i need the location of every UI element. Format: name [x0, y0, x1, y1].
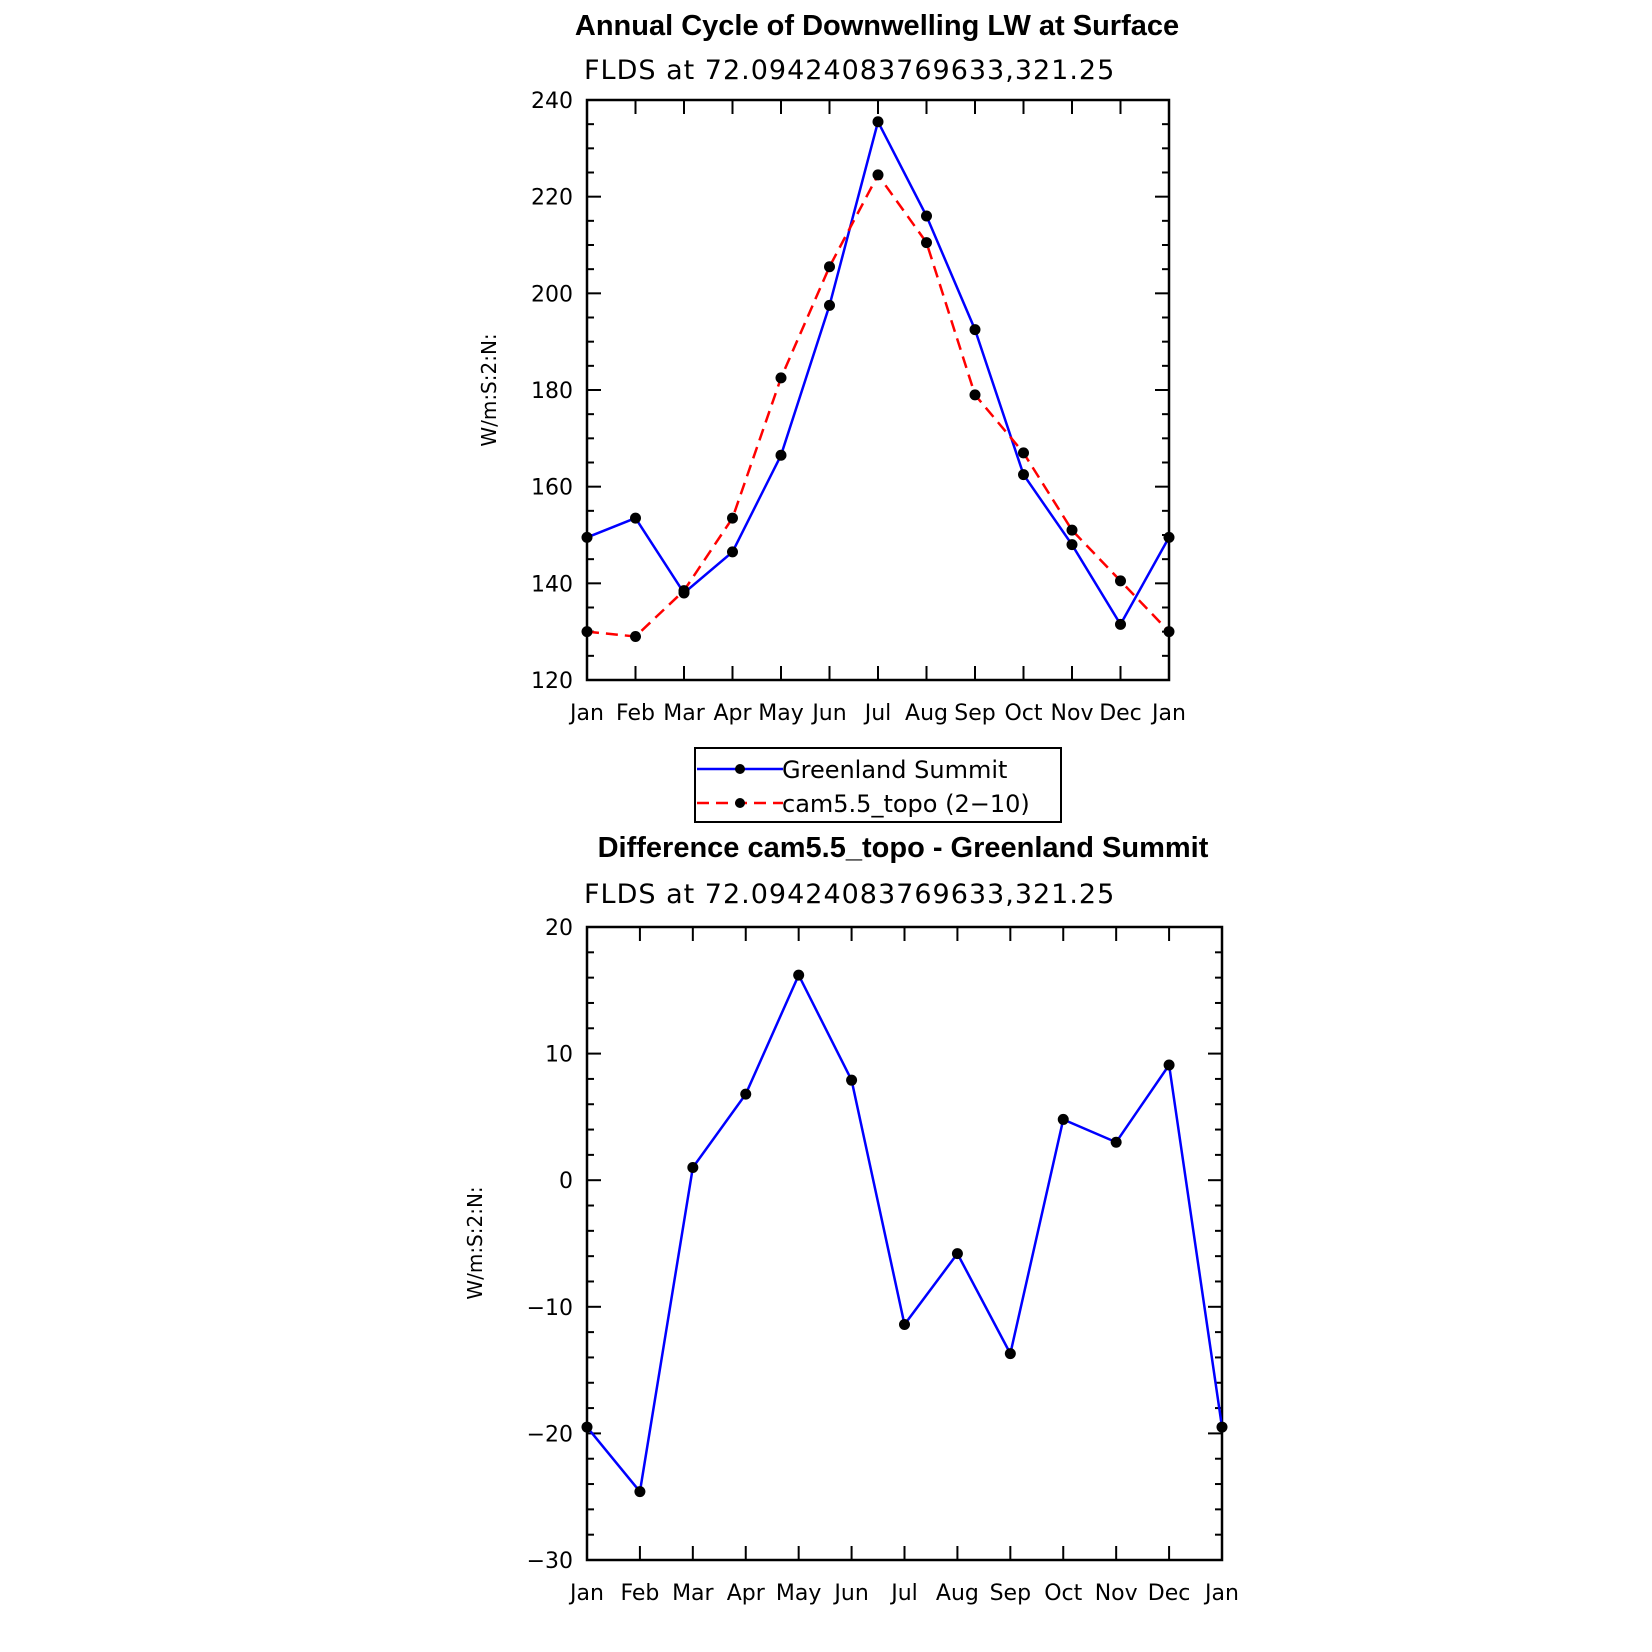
x-tick-label: Jul: [864, 701, 892, 726]
x-tick-label: Dec: [1099, 701, 1142, 726]
chart-subtitle: FLDS at 72.09424083769633,321.25: [584, 55, 1116, 86]
x-tick-label: Mar: [663, 701, 705, 726]
series-0-point: [1018, 469, 1029, 480]
series-0-point: [1217, 1422, 1228, 1433]
x-tick-label: Aug: [935, 1581, 979, 1606]
chart-title: Annual Cycle of Downwelling LW at Surface: [574, 10, 1180, 42]
chart-subtitle: FLDS at 72.09424083769633,321.25: [584, 879, 1116, 910]
x-tick-label: Aug: [905, 701, 948, 726]
y-tick-label: 200: [531, 282, 573, 308]
series-1-point: [921, 237, 932, 248]
x-tick-label: Feb: [620, 1581, 660, 1606]
y-tick-label: −30: [526, 1549, 573, 1574]
y-tick-label: 10: [545, 1042, 573, 1068]
series-0-point: [1005, 1348, 1016, 1359]
x-tick-label: Feb: [616, 701, 655, 726]
series-0-point: [873, 116, 884, 127]
x-tick-label: Apr: [726, 1581, 765, 1606]
y-tick-label: 0: [559, 1169, 573, 1195]
legend: [695, 748, 1061, 822]
y-tick-label: 160: [531, 475, 573, 501]
legend-label-greenland-summit: Greenland Summit: [782, 756, 1008, 784]
series-1-point: [1115, 575, 1126, 586]
series-1-point: [1067, 525, 1078, 536]
series-1-point: [776, 372, 787, 383]
series-0-point: [1111, 1137, 1122, 1148]
series-1-point: [1164, 626, 1175, 637]
plot-frame: [587, 927, 1222, 1560]
series-1-point: [1018, 447, 1029, 458]
series-0-point: [630, 513, 641, 524]
x-tick-label: Jan: [570, 701, 604, 726]
series-0-point: [727, 546, 738, 557]
y-axis-label: W/m:S:2:N:: [463, 1186, 487, 1300]
series-0-point: [1164, 532, 1175, 543]
series-0-point: [1067, 539, 1078, 550]
y-tick-label: 120: [531, 669, 573, 694]
series-1-point: [727, 513, 738, 524]
series-0-point: [846, 1075, 857, 1086]
x-tick-label: Jun: [812, 701, 847, 726]
chart-annual-cycle: [477, 10, 1186, 822]
series-0-point: [970, 324, 981, 335]
x-tick-label: Jan: [1152, 701, 1186, 726]
legend-marker-greenland-summit: [735, 764, 745, 774]
series-1-point: [824, 261, 835, 272]
series-0-point: [1115, 619, 1126, 630]
series-0-point: [899, 1319, 910, 1330]
plot-frame: [587, 100, 1169, 680]
series-0-point: [824, 300, 835, 311]
series-0-point: [921, 211, 932, 222]
series-1-point: [582, 626, 593, 637]
series-line-0: [587, 975, 1222, 1492]
series-0-point: [793, 970, 804, 981]
series-0-point: [634, 1486, 645, 1497]
series-line-0: [587, 122, 1169, 625]
x-tick-label: Oct: [1044, 1581, 1083, 1606]
series-line-1: [587, 175, 1169, 637]
x-tick-label: Dec: [1147, 1581, 1191, 1606]
y-tick-label: 220: [531, 185, 573, 211]
series-0-point: [687, 1162, 698, 1173]
x-tick-label: Nov: [1050, 701, 1094, 726]
x-tick-label: Oct: [1004, 701, 1043, 726]
series-0-point: [952, 1248, 963, 1259]
series-0-point: [582, 1422, 593, 1433]
y-tick-label: −10: [526, 1295, 573, 1321]
series-0-point: [776, 450, 787, 461]
x-tick-label: Mar: [672, 1581, 714, 1606]
chart-title: Difference cam5.5_topo - Greenland Summit: [597, 832, 1209, 864]
legend-marker-cam5-5-topo: [735, 798, 745, 808]
series-0-point: [1058, 1114, 1069, 1125]
series-1-point: [970, 389, 981, 400]
chart-difference: [463, 832, 1239, 1606]
x-tick-label: Jan: [570, 1581, 604, 1606]
y-tick-label: −20: [526, 1422, 573, 1448]
legend-label-cam5-5-topo: cam5.5_topo (2−10): [782, 790, 1030, 818]
y-tick-label: 20: [545, 916, 573, 941]
x-tick-label: Sep: [954, 701, 996, 726]
series-0-point: [582, 532, 593, 543]
x-tick-label: Jan: [1205, 1581, 1239, 1606]
series-0-point: [1164, 1059, 1175, 1070]
x-tick-label: Jun: [834, 1581, 869, 1606]
y-tick-label: 140: [531, 572, 573, 598]
y-axis-label: W/m:S:2:N:: [477, 333, 501, 447]
series-1-point: [630, 631, 641, 642]
x-tick-label: May: [775, 1581, 822, 1606]
y-tick-label: 240: [531, 89, 573, 114]
series-0-point: [740, 1089, 751, 1100]
x-tick-label: Sep: [989, 1581, 1032, 1606]
series-1-point: [679, 585, 690, 596]
x-tick-label: May: [758, 701, 804, 726]
series-1-point: [873, 169, 884, 180]
x-tick-label: Nov: [1094, 1581, 1138, 1606]
y-tick-label: 180: [531, 379, 573, 404]
x-tick-label: Jul: [891, 1581, 918, 1606]
x-tick-label: Apr: [713, 701, 752, 726]
